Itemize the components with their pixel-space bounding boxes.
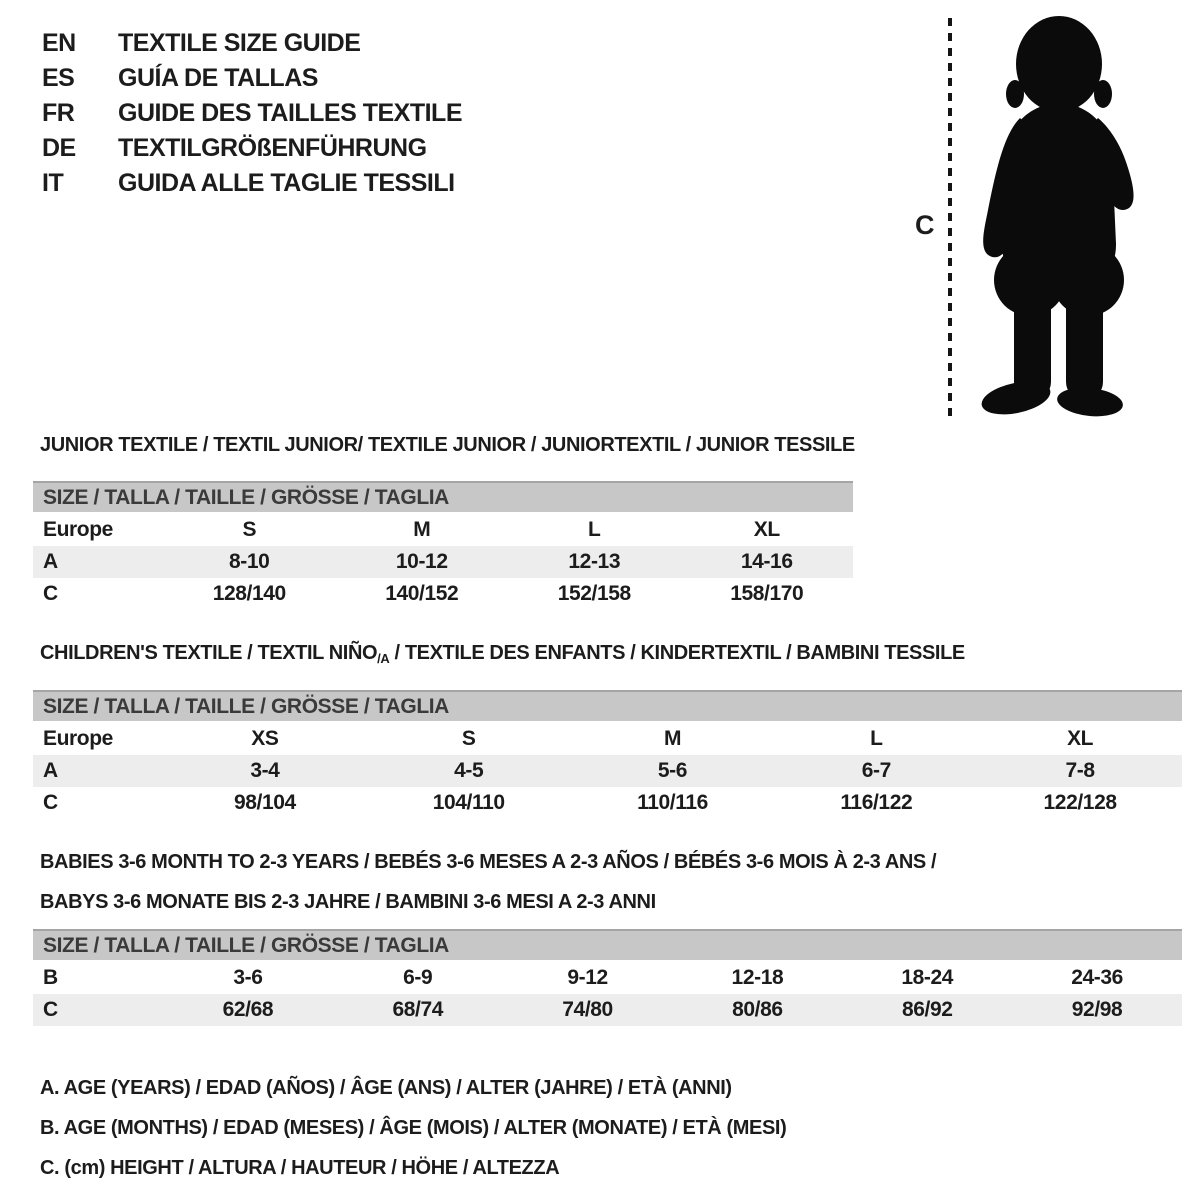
size-value: XL xyxy=(1067,727,1094,750)
language-row-it xyxy=(42,166,462,201)
language-row-de xyxy=(42,131,462,166)
table-row-height xyxy=(33,994,1182,1026)
height-value: 68/74 xyxy=(392,998,444,1021)
size-header-band: SIZE / TALLA / TAILLE / GRÖSSE / TAGLIA xyxy=(33,481,853,514)
row-label: Europe xyxy=(43,727,113,750)
language-code: EN xyxy=(42,29,76,57)
height-value: 140/152 xyxy=(385,582,459,605)
table-row-age xyxy=(33,546,853,578)
legend-height-cm: C. (cm) HEIGHT / ALTURA / HAUTEUR / HÖHE / ALTEZZA xyxy=(40,1156,560,1179)
size-value: M xyxy=(413,518,431,541)
months-value: 18-24 xyxy=(901,966,954,989)
size-value: M xyxy=(663,727,682,750)
size-value: L xyxy=(870,727,883,750)
children-title-sub: /A xyxy=(377,651,390,666)
height-value: 98/104 xyxy=(233,791,296,814)
language-code: ES xyxy=(42,64,75,92)
table-row-europe xyxy=(33,723,1182,755)
guide-title: TEXTILE SIZE GUIDE xyxy=(118,29,361,57)
toddler-silhouette xyxy=(958,12,1142,420)
months-value: 3-6 xyxy=(233,966,263,989)
babies-section-title-line1: BABIES 3-6 MONTH TO 2-3 YEARS / BEBÉS 3-6 MESES A 2-3 AÑOS / BÉBÉS 3-6 MOIS À 2-3 ANS / xyxy=(40,851,937,873)
size-header-band: SIZE / TALLA / TAILLE / GRÖSSE / TAGLIA xyxy=(33,690,1182,723)
age-value: 5-6 xyxy=(657,759,688,782)
height-value: 104/110 xyxy=(432,791,505,814)
row-label: A xyxy=(43,550,58,573)
language-code: FR xyxy=(42,99,75,127)
height-value: 158/170 xyxy=(730,582,804,605)
months-value: 6-9 xyxy=(403,966,433,989)
language-code: DE xyxy=(42,134,76,162)
table-row-height xyxy=(33,787,1182,819)
height-measure-label: C xyxy=(915,210,935,240)
language-title-list xyxy=(42,26,462,201)
months-value: 12-18 xyxy=(731,966,784,989)
guide-title: TEXTILGRÖßENFÜHRUNG xyxy=(118,134,427,162)
babies-size-table xyxy=(33,929,1182,1026)
children-section-title xyxy=(40,642,965,666)
months-value: 9-12 xyxy=(567,966,608,989)
row-label: C xyxy=(43,582,58,605)
language-row-en xyxy=(42,26,462,61)
junior-size-table xyxy=(33,481,853,610)
guide-title: GUIDA ALLE TAGLIE TESSILI xyxy=(118,169,455,197)
row-label: C xyxy=(43,791,58,814)
junior-section-title: JUNIOR TEXTILE / TEXTIL JUNIOR/ TEXTILE JUNIOR / JUNIORTEXTIL / JUNIOR TESSILE xyxy=(40,434,855,456)
children-size-table xyxy=(33,690,1182,819)
row-label: B xyxy=(43,966,58,989)
legend-age-months: B. AGE (MONTHS) / EDAD (MESES) / ÂGE (MOIS) / ALTER (MONATE) / ETÀ (MESI) xyxy=(40,1116,787,1139)
height-value: 122/128 xyxy=(1043,791,1117,814)
height-value: 92/98 xyxy=(1071,998,1123,1021)
table-row-months xyxy=(33,962,1182,994)
language-row-fr xyxy=(42,96,462,131)
height-value: 110/116 xyxy=(637,791,708,814)
children-title-post: / TEXTILE DES ENFANTS / KINDERTEXTIL / BAMBINI TESSILE xyxy=(389,642,965,664)
size-header-band: SIZE / TALLA / TAILLE / GRÖSSE / TAGLIA xyxy=(33,929,1182,962)
children-title-pre: CHILDREN'S TEXTILE / TEXTIL NIÑO xyxy=(40,642,378,664)
table-row-age xyxy=(33,755,1182,787)
row-label: A xyxy=(43,759,58,782)
height-dashed-line xyxy=(948,18,952,418)
row-label: C xyxy=(43,998,58,1021)
height-value: 74/80 xyxy=(562,998,613,1021)
size-value: S xyxy=(242,518,257,541)
age-value: 14-16 xyxy=(740,550,793,573)
row-label: Europe xyxy=(43,518,113,541)
guide-title: GUÍA DE TALLAS xyxy=(118,64,318,92)
age-value: 6-7 xyxy=(861,759,891,782)
size-value: XL xyxy=(753,518,780,541)
table-row-height xyxy=(33,578,853,610)
guide-title: GUIDE DES TAILLES TEXTILE xyxy=(118,99,463,127)
age-value: 4-5 xyxy=(454,759,484,782)
height-value: 152/158 xyxy=(557,582,631,605)
age-value: 3-4 xyxy=(250,759,280,782)
legend-age-years: A. AGE (YEARS) / EDAD (AÑOS) / ÂGE (ANS) / ALTER (JAHRE) / ETÀ (ANNI) xyxy=(40,1076,732,1099)
table-row-europe xyxy=(33,514,853,546)
language-row-es xyxy=(42,61,462,96)
size-value: XS xyxy=(251,727,279,750)
measurement-legend xyxy=(40,1068,786,1188)
language-code: IT xyxy=(42,169,64,197)
age-value: 12-13 xyxy=(568,550,621,573)
age-value: 8-10 xyxy=(229,550,270,573)
age-value: 10-12 xyxy=(395,550,448,573)
height-value: 80/86 xyxy=(732,998,783,1021)
height-value: 86/92 xyxy=(901,998,953,1021)
height-value: 128/140 xyxy=(212,582,286,605)
babies-section-title-line2: BABYS 3-6 MONATE BIS 2-3 JAHRE / BAMBINI 3-6 MESI A 2-3 ANNI xyxy=(40,891,656,913)
months-value: 24-36 xyxy=(1071,966,1123,989)
age-value: 7-8 xyxy=(1065,759,1095,782)
height-value: 62/68 xyxy=(222,998,274,1021)
height-value: 116/122 xyxy=(840,791,913,814)
size-value: L xyxy=(588,518,601,541)
size-value: S xyxy=(461,727,476,750)
